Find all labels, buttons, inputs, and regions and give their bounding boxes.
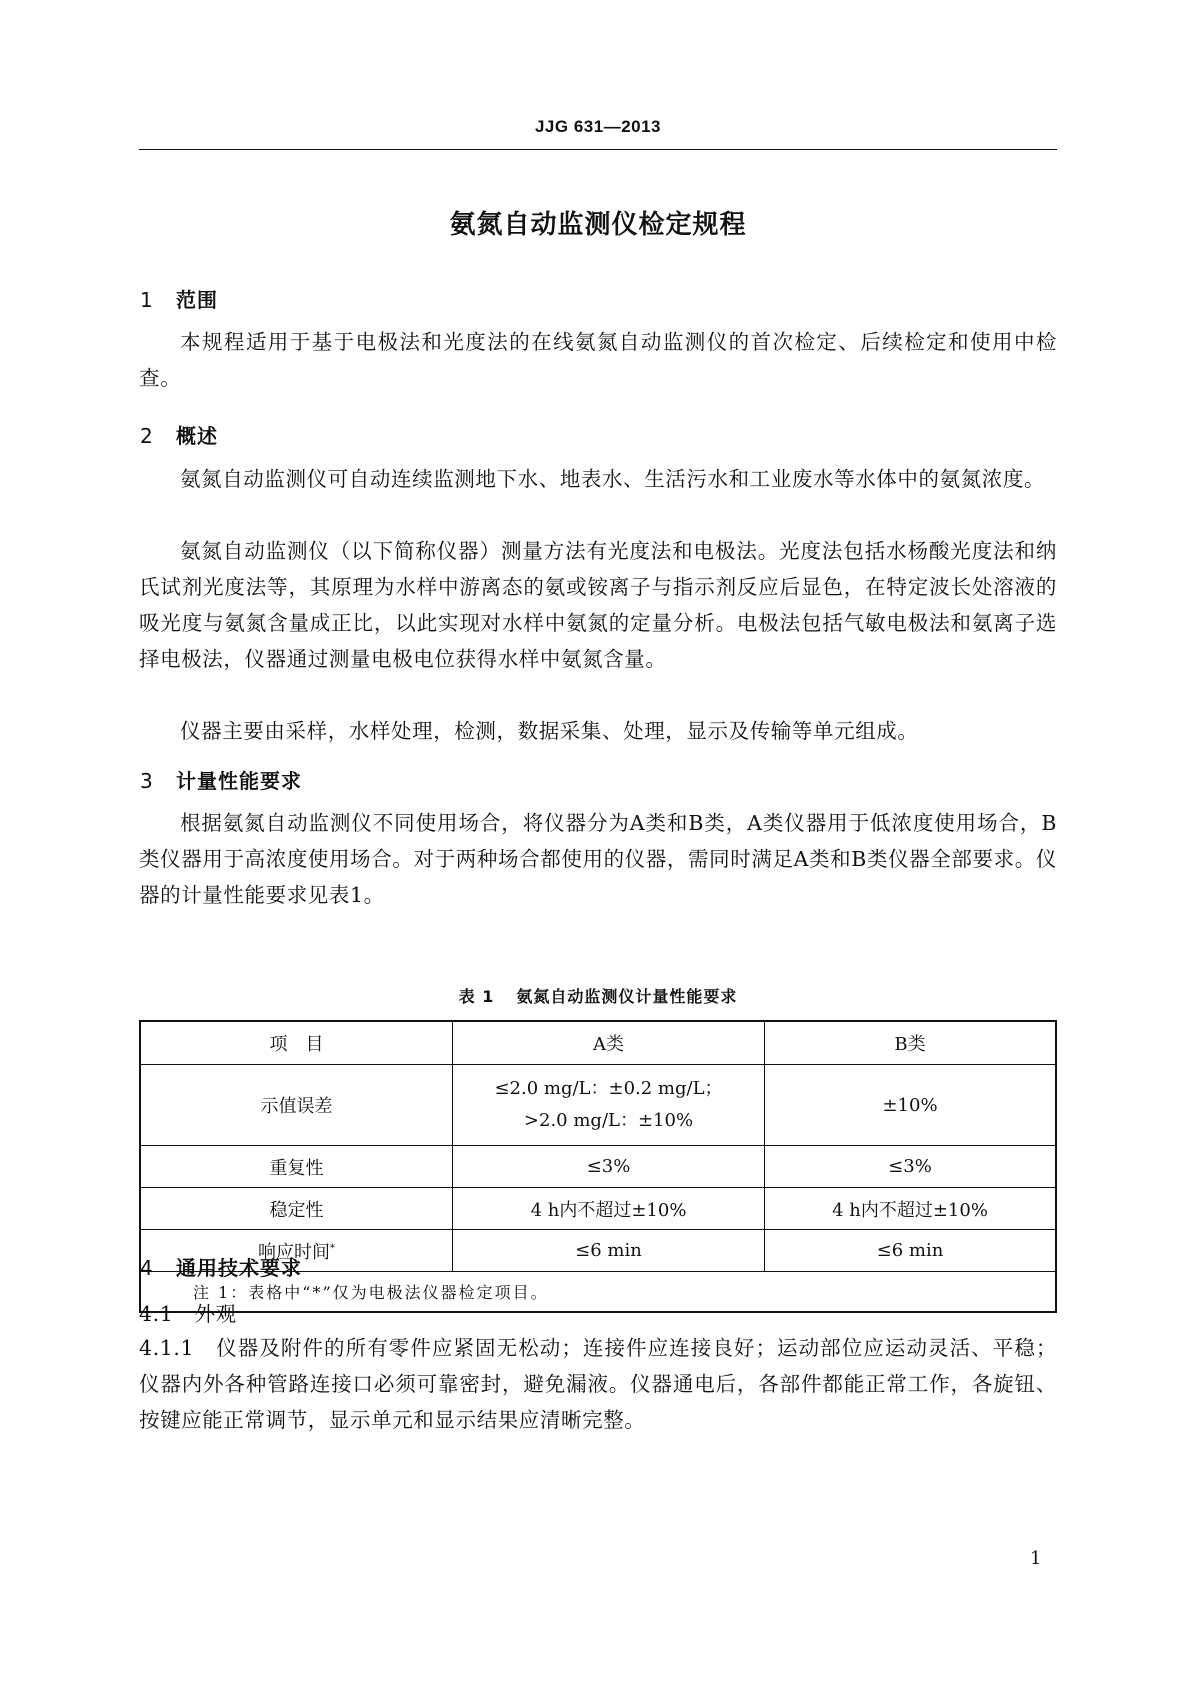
section-2-paragraph-2: 氨氮自动监测仪（以下简称仪器）测量方法有光度法和电极法。光度法包括水杨酸光度法和纳氏试剂光度法等，其原理为水样中游离态的氨或铵离子与指示剂反应后显色，在特定波长处溶液的吸光度与氨氮含量成正比，以此实现对水样中氨氮的定量分析。电极法包括气敏电极法和氨离子选择电极法，仪器通过测量电极电位获得水样中氨氮含量。 bbox=[139, 539, 1057, 671]
cell-line: >2.0 mg/L：±10% bbox=[523, 1110, 694, 1131]
row-class-a: 4 h内不超过±10% bbox=[453, 1188, 765, 1230]
table-caption-text: 氨氮自动监测仪计量性能要求 bbox=[516, 987, 738, 1006]
section-3-paragraph: 根据氨氮自动监测仪不同使用场合，将仪器分为A类和B类，A类仪器用于低浓度使用场合，B类仪器用于高浓度使用场合。对于两种场合都使用的仪器，需同时满足A类和B类仪器全部要求。仪器的计量性能要求见表1。 bbox=[139, 811, 1057, 907]
header-cell-item: 项 目 bbox=[140, 1021, 453, 1065]
section-number: 4 bbox=[140, 1256, 154, 1280]
subsection-4-1-heading: 4.1 外观 bbox=[139, 1302, 237, 1326]
table-caption bbox=[139, 984, 1057, 1007]
section-title: 计量性能要求 bbox=[176, 769, 302, 793]
table-header-row bbox=[140, 1021, 1056, 1065]
row-class-a: ≤6 min bbox=[453, 1230, 765, 1272]
table-note: 注 1：表格中“*”仅为电极法仪器检定项目。 bbox=[140, 1272, 1056, 1313]
section-number: 3 bbox=[140, 769, 154, 793]
section-1-heading bbox=[140, 284, 218, 313]
section-title: 概述 bbox=[176, 424, 218, 448]
row-class-a: ≤3% bbox=[453, 1146, 765, 1188]
table-caption-label: 表 1 bbox=[458, 987, 495, 1006]
footnote-marker: * bbox=[330, 1242, 335, 1254]
header-cell-class-a: A类 bbox=[453, 1021, 765, 1065]
row-class-b: ≤6 min bbox=[765, 1230, 1057, 1272]
page-number: 1 bbox=[1030, 1548, 1042, 1569]
table-row bbox=[140, 1146, 1056, 1188]
header-cell-class-b: B类 bbox=[765, 1021, 1057, 1065]
running-header bbox=[139, 117, 1057, 137]
section-2-paragraph-1: 氨氮自动监测仪可自动连续监测地下水、地表水、生活污水和工业废水等水体中的氨氮浓度。 bbox=[180, 467, 1046, 491]
cell-line: ≤2.0 mg/L：±0.2 mg/L； bbox=[494, 1078, 723, 1099]
table-row bbox=[140, 1065, 1056, 1146]
document-title: 氨氮自动监测仪检定规程 bbox=[449, 210, 747, 240]
section-2-paragraph-3: 仪器主要由采样，水样处理，检测，数据采集、处理，显示及传输等单元组成。 bbox=[180, 719, 919, 743]
row-class-a bbox=[453, 1065, 765, 1146]
section-1-paragraph: 本规程适用于基于电极法和光度法的在线氨氮自动监测仪的首次检定、后续检定和使用中检查。 bbox=[139, 330, 1057, 390]
row-class-b: ≤3% bbox=[765, 1146, 1057, 1188]
clause-4-1-1: 4.1.1 仪器及附件的所有零件应紧固无松动；连接件应连接良好；运动部位应运动灵活、平稳；仪器内外各种管路连接口必须可靠密封，避免漏液。仪器通电后，各部件都能正常工作，各旋钮、按键应能正常调节，显示单元和显示结果应清晰完整。 bbox=[139, 1336, 1057, 1432]
section-title: 范围 bbox=[176, 288, 218, 312]
table-row bbox=[140, 1188, 1056, 1230]
section-number: 2 bbox=[140, 424, 154, 448]
section-3-heading bbox=[140, 765, 302, 794]
header-rule bbox=[139, 149, 1057, 150]
row-item: 稳定性 bbox=[140, 1188, 453, 1230]
standard-code: JJG 631—2013 bbox=[534, 117, 662, 136]
section-title: 通用技术要求 bbox=[176, 1256, 302, 1280]
row-item: 重复性 bbox=[140, 1146, 453, 1188]
section-number: 1 bbox=[140, 288, 154, 312]
section-4-heading bbox=[140, 1252, 302, 1281]
row-class-b: 4 h内不超过±10% bbox=[765, 1188, 1057, 1230]
row-item: 示值误差 bbox=[140, 1065, 453, 1146]
section-2-heading bbox=[140, 420, 218, 449]
row-class-b: ±10% bbox=[765, 1065, 1057, 1146]
row-item-label: 响应时间 bbox=[258, 1241, 330, 1263]
